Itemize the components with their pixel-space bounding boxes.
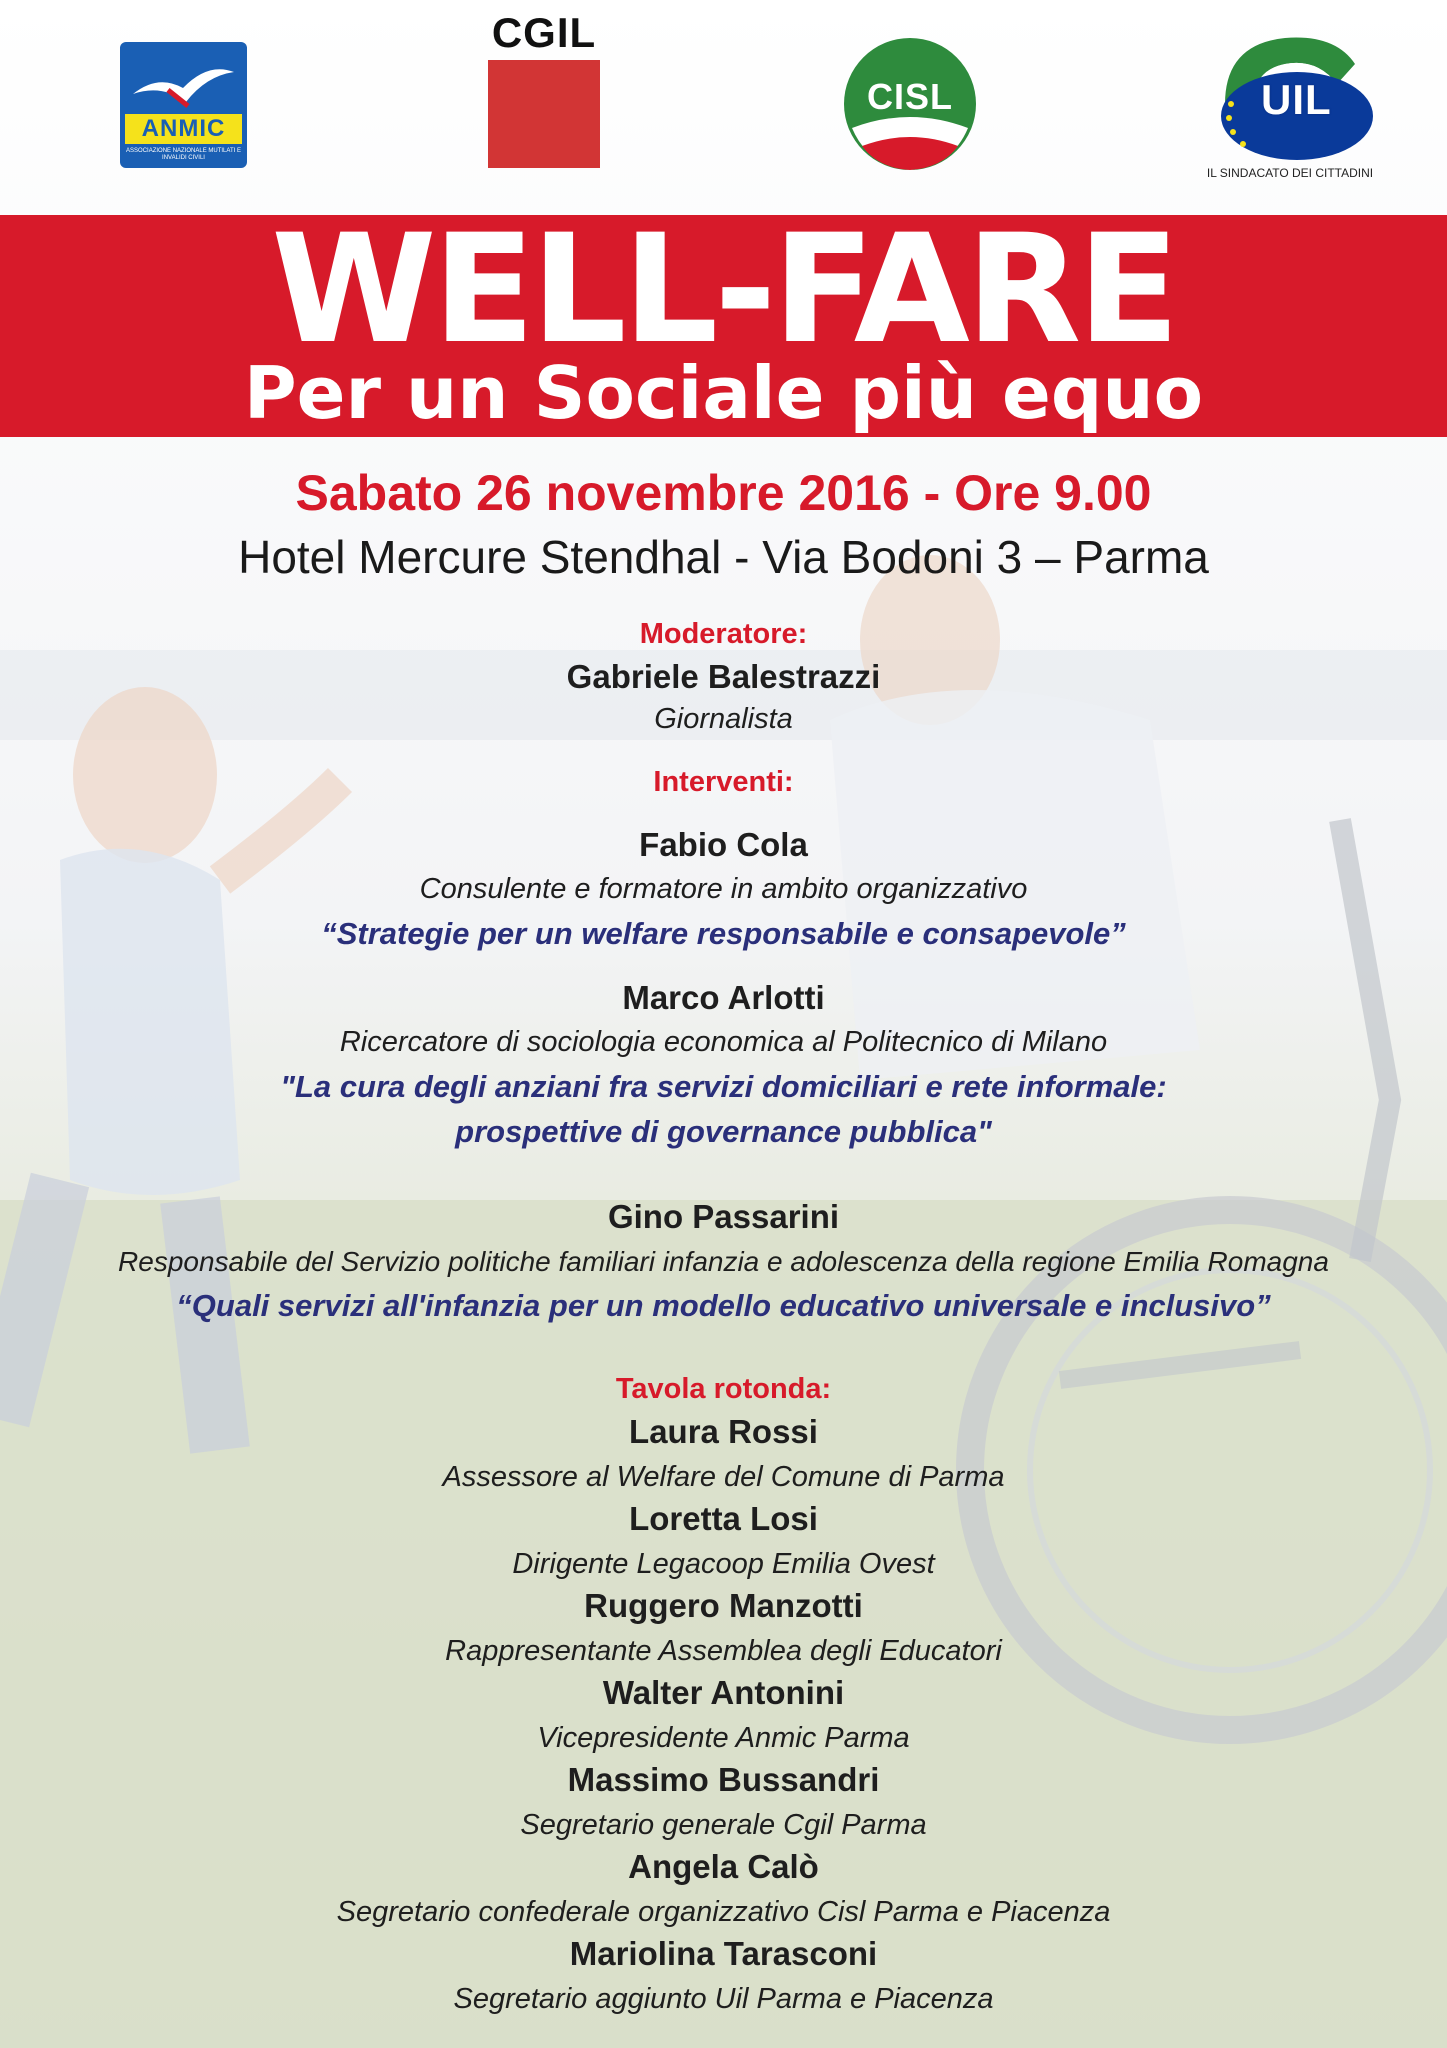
uil-label: UIL xyxy=(1261,76,1332,123)
speaker-talk: “Quali servizi all'infanzia per un modello educativo universale e inclusivo” xyxy=(176,1288,1271,1323)
participant-role: Segretario confederale organizzativo Cisl Parma e Piacenza xyxy=(336,1896,1111,1928)
participant-role: Rappresentante Assemblea degli Educatori xyxy=(445,1635,1002,1667)
cgil-label: CGIL xyxy=(491,9,597,56)
speaker-role: Ricercatore di sociologia economica al Politecnico di Milano xyxy=(339,1026,1108,1058)
moderator-name: Gabriele Balestrazzi xyxy=(566,658,881,695)
speaker-name: Marco Arlotti xyxy=(622,979,825,1016)
participant-role: Segretario generale Cgil Parma xyxy=(520,1809,927,1841)
speaker-name: Gino Passarini xyxy=(607,1198,840,1235)
moderator-role: Giornalista xyxy=(654,703,793,735)
speaker-role: Responsabile del Servizio politiche familiari infanzia e adolescenza della regione Emilia Romagna xyxy=(118,1246,1329,1277)
cisl-label: CISL xyxy=(866,76,953,117)
speaker-talk: “Strategie per un welfare responsabile e consapevole” xyxy=(321,916,1126,951)
anmic-subtitle: ASSOCIAZIONE NAZIONALE MUTILATI E INVALIDI CIVILI xyxy=(126,148,241,161)
anmic-label: ANMIC xyxy=(141,115,226,142)
participant-name: Massimo Bussandri xyxy=(567,1761,880,1798)
speaker-role: Consulente e formatore in ambito organizzativo xyxy=(419,873,1028,905)
event-date: Sabato 26 novembre 2016 - Ore 9.00 xyxy=(295,465,1152,521)
participant-role: Dirigente Legacoop Emilia Ovest xyxy=(512,1548,935,1580)
participant-name: Angela Calò xyxy=(628,1848,819,1885)
participant-role: Vicepresidente Anmic Parma xyxy=(537,1722,910,1754)
participant-name: Loretta Losi xyxy=(629,1500,818,1537)
interventions-heading: Interventi: xyxy=(653,766,794,798)
participant-role: Segretario aggiunto Uil Parma e Piacenza xyxy=(453,1983,994,2015)
event-venue: Hotel Mercure Stendhal - Via Bodoni 3 – Parma xyxy=(238,531,1209,583)
participant-name: Mariolina Tarasconi xyxy=(569,1935,878,1972)
participant-name: Walter Antonini xyxy=(602,1674,845,1711)
uil-tagline: IL SINDACATO DEI CITTADINI xyxy=(1206,166,1374,180)
participant-name: Ruggero Manzotti xyxy=(584,1587,863,1624)
speaker-talk-line-1: "La cura degli anziani fra servizi domiciliari e rete informale: xyxy=(280,1069,1167,1104)
round-table-heading: Tavola rotonda: xyxy=(615,1373,832,1405)
speaker-talk-line-2: prospettive di governance pubblica" xyxy=(455,1114,992,1149)
event-title: WELL-FARE xyxy=(271,203,1176,377)
moderator-heading: Moderatore: xyxy=(639,618,808,650)
participant-name: Laura Rossi xyxy=(629,1413,818,1450)
speaker-name: Fabio Cola xyxy=(639,826,808,863)
participant-role: Assessore al Welfare del Comune di Parma xyxy=(442,1461,1005,1493)
event-subtitle: Per un Sociale più equo xyxy=(243,351,1204,435)
